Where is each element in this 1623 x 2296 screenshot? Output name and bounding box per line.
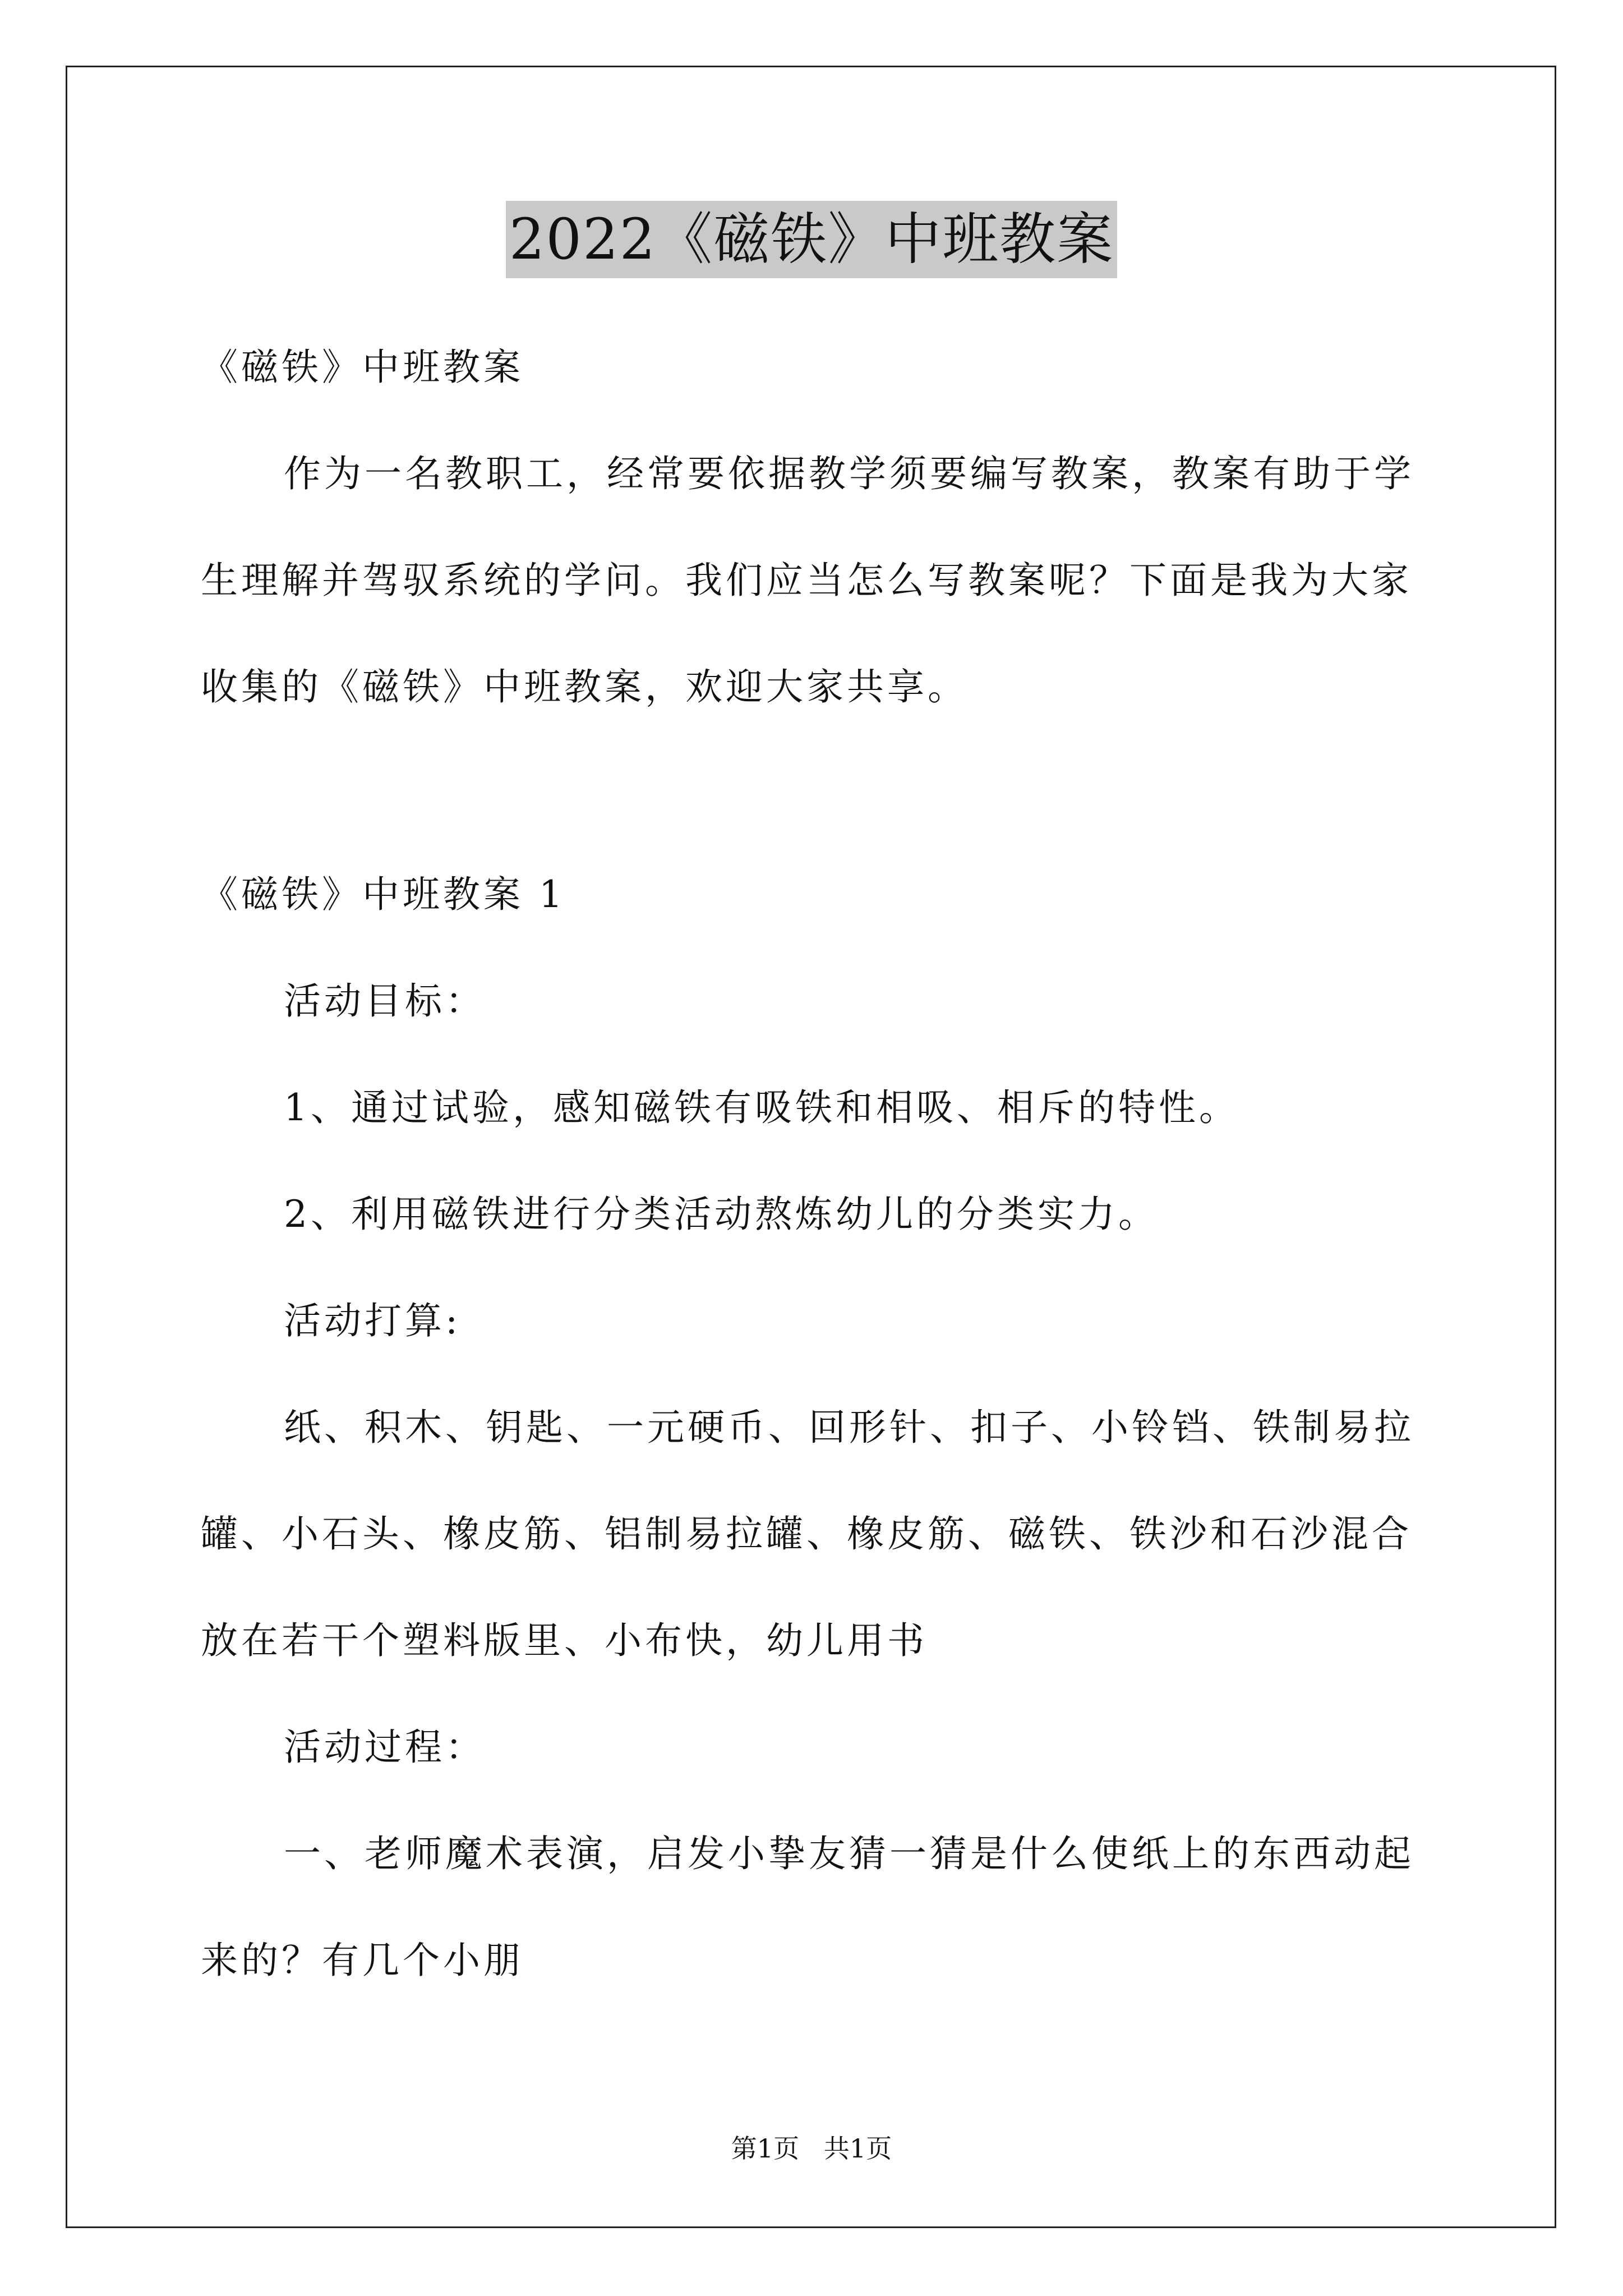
subtitle: 《磁铁》中班教案 [201,346,524,389]
intro-paragraph: 作为一名教职工，经常要依据教学须要编写教案，教案有助于学生理解并驾驭系统的学问。我们应当怎么写教案呢？下面是我为大家收集的《磁铁》中班教案，欢迎大家共享。 [201,452,1414,708]
title-container [0,201,1623,278]
paragraph-process-heading: 活动过程： [284,1726,486,1769]
section-heading: 《磁铁》中班教案 1 [201,873,566,916]
paragraph-goals-heading: 活动目标： [284,979,486,1023]
paragraph-process-1: 一、老师魔术表演，启发小挚友猜一猜是什么使纸上的东西动起来的？有几个小朋 [201,1832,1414,1982]
document-title: 2022《磁铁》中班教案 [506,201,1118,278]
paragraph-prep-heading: 活动打算: [284,1299,462,1342]
paragraph-goal-1: 1、通过试验，感知磁铁有吸铁和相吸、相斥的特性。 [284,1086,1239,1129]
paragraph-materials: 纸、积木、钥匙、一元硬币、回形针、扣子、小铃铛、铁制易拉罐、小石头、橡皮筋、铝制易拉罐、橡皮筋、磁铁、铁沙和石沙混合放在若干个塑料版里、小布快，幼儿用书 [201,1406,1414,1662]
page-footer: 第1页 共1页 [731,2133,892,2164]
document-body [201,314,1429,2014]
paragraph-goal-2: 2、利用磁铁进行分类活动熬炼幼儿的分类实力。 [284,1193,1159,1236]
